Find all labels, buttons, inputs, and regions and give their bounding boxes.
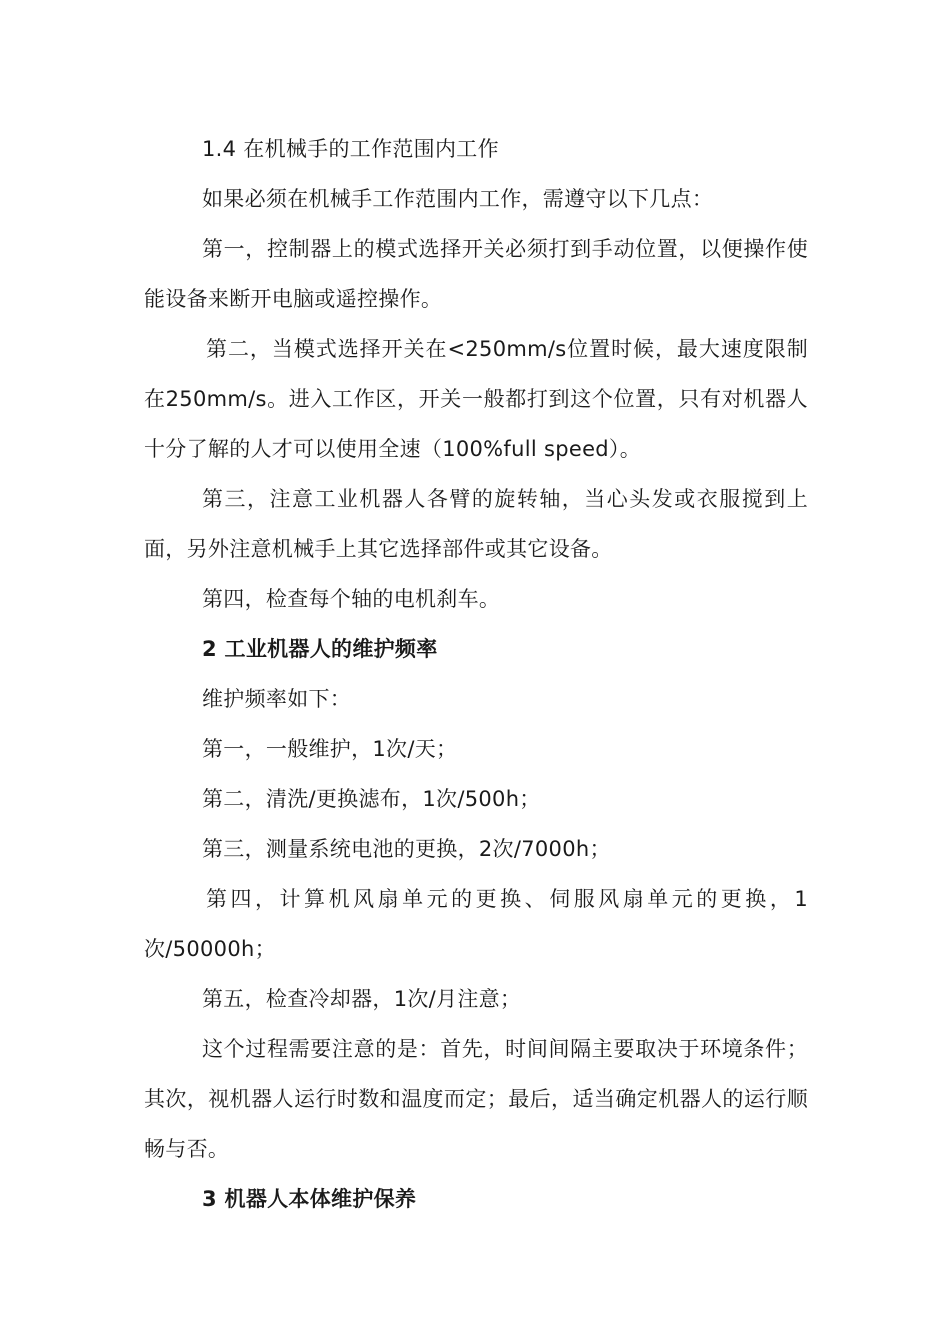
section-1-4-point-3: 第三，注意工业机器人各臂的旋转轴，当心头发或衣服搅到上面，另外注意机械手上其它选择部件或其它设备。: [144, 487, 808, 561]
section-2-heading: 2 工业机器人的维护频率: [202, 637, 438, 661]
frequency-item-1: 第一，一般维护，1次/天；: [202, 737, 458, 761]
section-1-4-point-1: 第一，控制器上的模式选择开关必须打到手动位置，以便操作使能设备来断开电脑或遥控操作。: [144, 237, 808, 311]
section-2-note: 这个过程需要注意的是：首先，时间间隔主要取决于环境条件；其次，视机器人运行时数和温度而定；最后，适当确定机器人的运行顺畅与否。: [144, 1037, 808, 1161]
frequency-item-3: 第三，测量系统电池的更换，2次/7000h；: [202, 837, 611, 861]
document-body: [144, 124, 808, 1224]
section-1-4-intro: 如果必须在机械手工作范围内工作，需遵守以下几点：: [202, 187, 714, 211]
section-1-4-point-2: 第二，当模式选择开关在<250mm/s位置时候，最大速度限制在250mm/s。进入工作区，开关一般都打到这个位置，只有对机器人十分了解的人才可以使用全速（100%full speed）。: [144, 337, 808, 461]
section-2-intro: 维护频率如下：: [202, 687, 352, 711]
frequency-item-5: 第五，检查冷却器，1次/月注意；: [202, 987, 522, 1011]
section-1-4-title: 1.4 在机械手的工作范围内工作: [202, 137, 499, 161]
frequency-item-2: 第二，清洗/更换滤布，1次/500h；: [202, 787, 541, 811]
section-1-4-point-4: 第四，检查每个轴的电机刹车。: [202, 587, 501, 611]
frequency-item-4: 第四，计算机风扇单元的更换、伺服风扇单元的更换，1次/50000h；: [144, 887, 808, 961]
section-3-heading: 3 机器人本体维护保养: [202, 1187, 417, 1211]
